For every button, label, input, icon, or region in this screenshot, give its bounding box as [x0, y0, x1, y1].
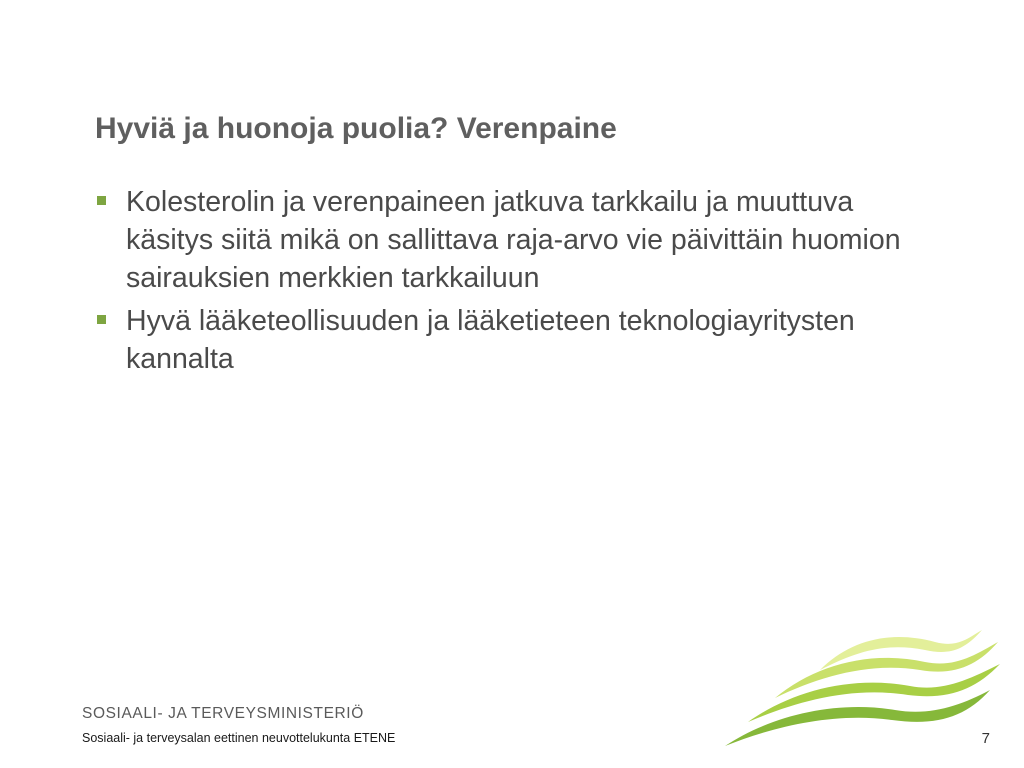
- green-waves-logo-icon: [720, 620, 1010, 750]
- bullet-text: Kolesterolin ja verenpaineen jatkuva tarkkailu ja muuttuva käsitys siitä mikä on sallittava raja-arvo vie päivittäin huomion sairauksien merkkien tarkkailuun: [126, 186, 901, 294]
- page-number: 7: [981, 730, 990, 747]
- bullet-list: [97, 183, 937, 383]
- bullet-item: [97, 183, 937, 297]
- square-bullet-icon: [97, 196, 106, 205]
- ministry-name: SOSIAALI- JA TERVEYSMINISTERIÖ: [82, 705, 364, 722]
- bullet-item: [97, 302, 937, 378]
- square-bullet-icon: [97, 315, 106, 324]
- bullet-text: Hyvä lääketeollisuuden ja lääketieteen teknologiayritysten kannalta: [126, 305, 855, 375]
- wave-stroke-4: [725, 690, 990, 746]
- slide-title: Hyviä ja huonoja puolia? Verenpaine: [95, 112, 617, 145]
- footer-subtitle: Sosiaali- ja terveysalan eettinen neuvottelukunta ETENE: [82, 731, 396, 745]
